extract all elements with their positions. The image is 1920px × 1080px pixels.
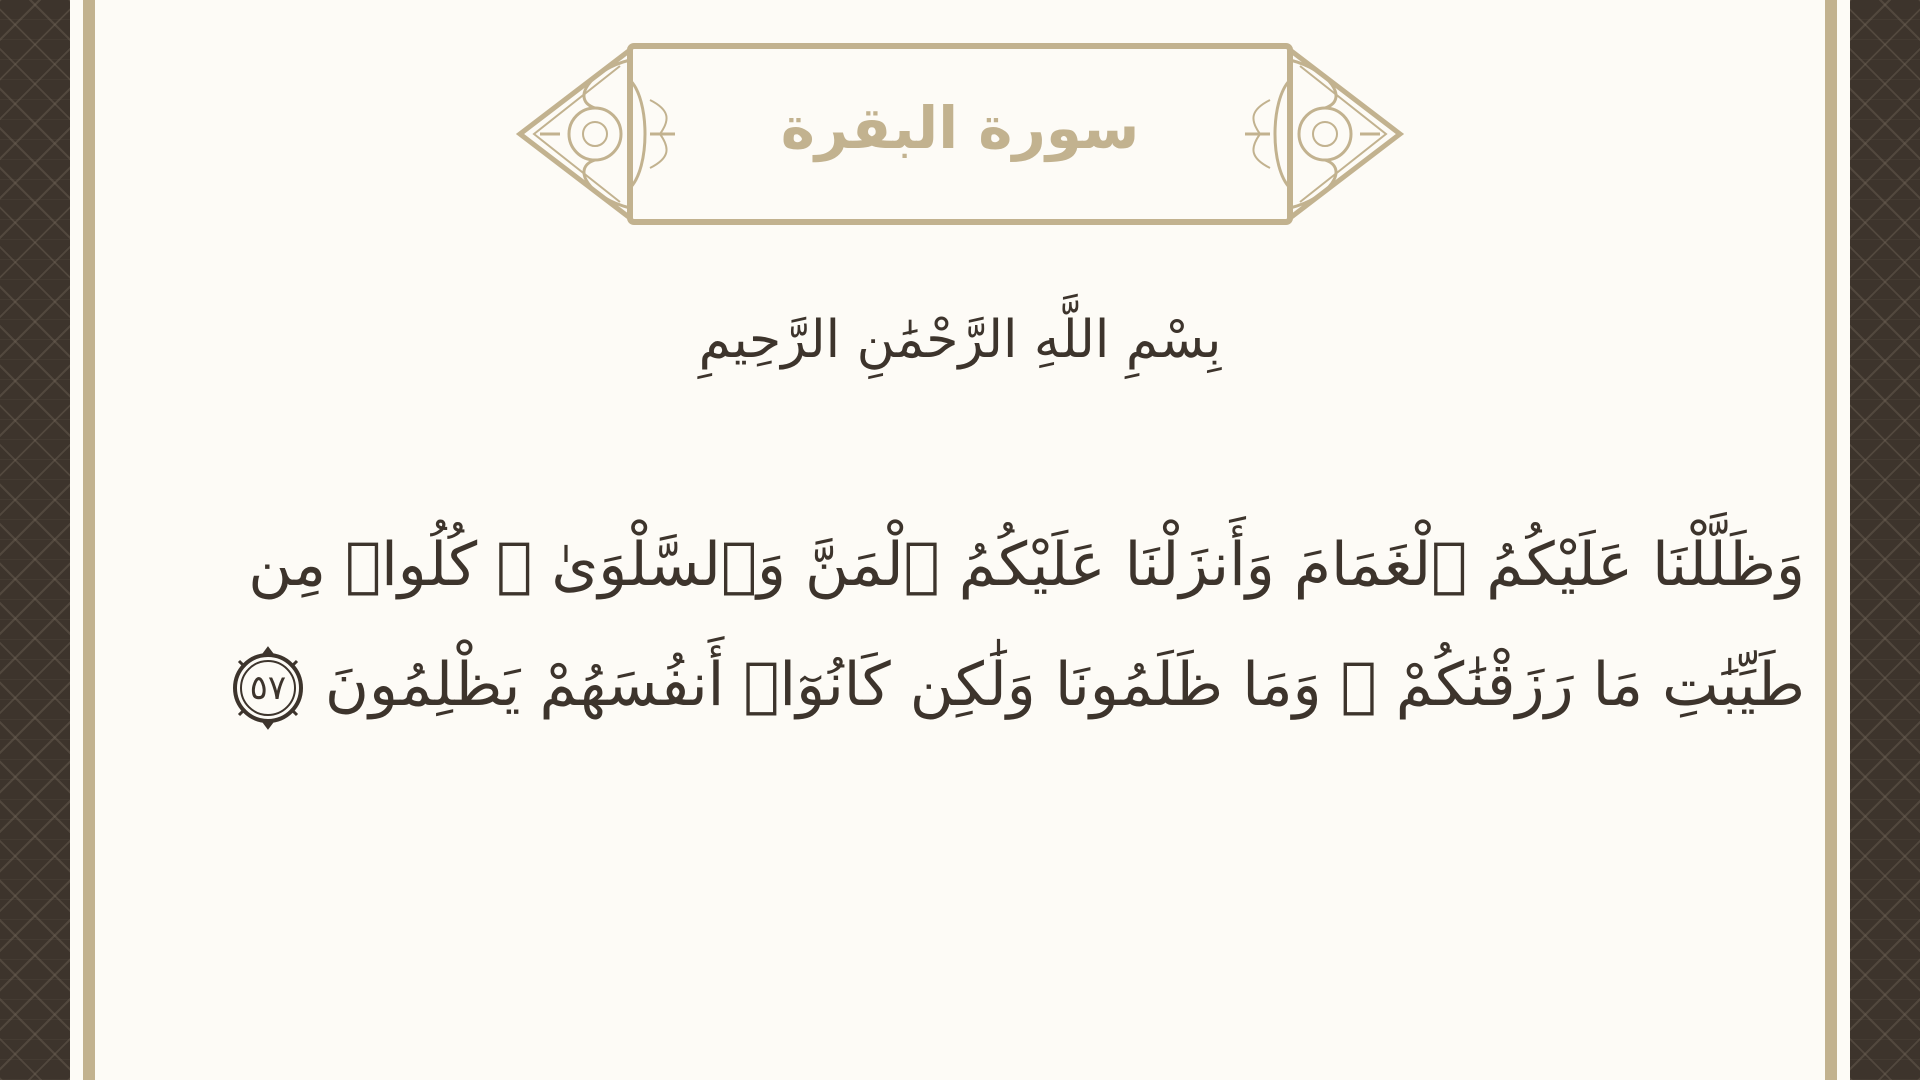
verse-text <box>240 505 1805 745</box>
surah-title: سورة البقرة <box>780 94 1140 162</box>
verse-line-1: وَظَلَّلْنَا عَلَيْكُمُ ٱلْغَمَامَ وَأَنزَلْنَا عَلَيْكُمُ ٱلْمَنَّ وَٱلسَّلْوَىٰ ۖ كُلُوا۟ مِن <box>248 530 1805 600</box>
right-pattern-border <box>1850 0 1920 1080</box>
left-pattern-border <box>0 0 70 1080</box>
verse-line-2 <box>240 625 1805 745</box>
ayah-end-marker <box>225 645 311 731</box>
basmala: بِسْمِ اللَّهِ الرَّحْمَٰنِ الرَّحِيمِ <box>698 310 1222 370</box>
surah-title-cartouche <box>500 40 1420 230</box>
right-gold-frame-line <box>1825 0 1837 1080</box>
verse-line-2-text: طَيِّبَٰتِ مَا رَزَقْنَٰكُمْ ۖ وَمَا ظَلَمُونَا وَلَٰكِن كَانُوٓا۟ أَنفُسَهُمْ يَظْلِمُونَ <box>324 650 1805 720</box>
ayah-number: ٥٧ <box>249 668 287 709</box>
left-gold-frame-line <box>83 0 95 1080</box>
